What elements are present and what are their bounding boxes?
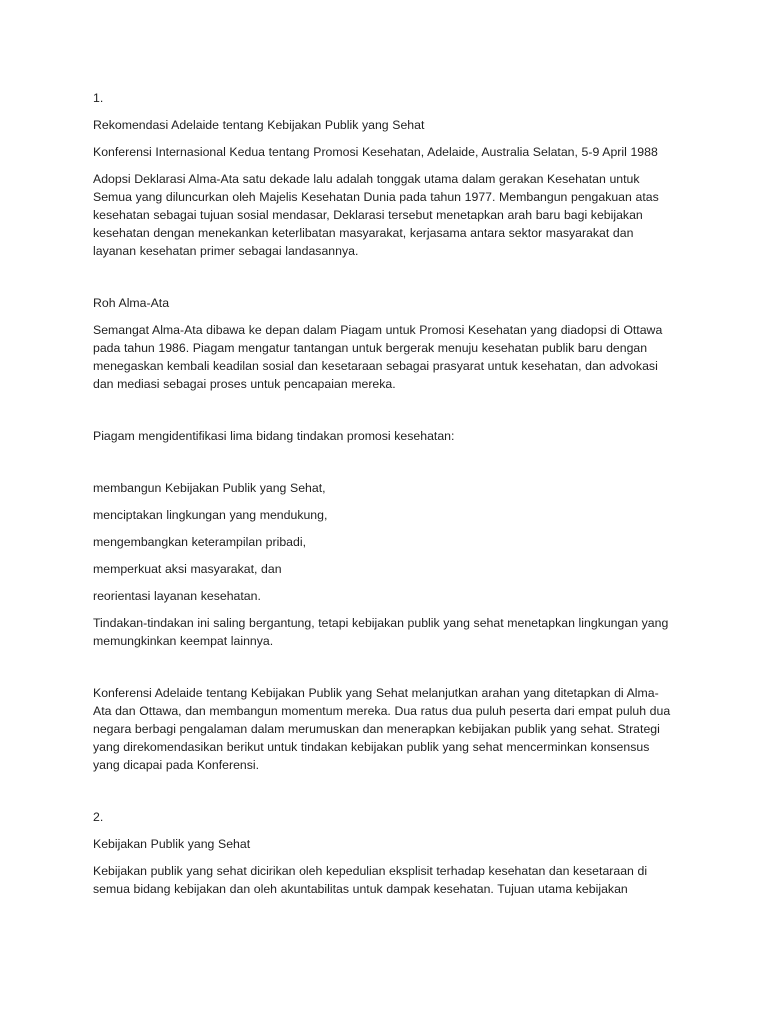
- document-page: [93, 89, 673, 898]
- section-title: Kebijakan Publik yang Sehat: [93, 837, 251, 851]
- list-item: mengembangkan keterampilan pribadi,: [93, 535, 306, 549]
- section-number: 1.: [93, 91, 104, 105]
- list-item: menciptakan lingkungan yang mendukung,: [93, 508, 328, 522]
- document-title: Rekomendasi Adelaide tentang Kebijakan Publik yang Sehat: [93, 118, 425, 132]
- spirit-paragraph: Semangat Alma-Ata dibawa ke depan dalam Piagam untuk Promosi Kesehatan yang diadopsi di Ottawa pada tahun 1986. Piagam mengatur tantangan untuk bergerak menuju kesehatan publik baru dengan menegaskan kembali keadilan sosial dan kesetaraan sebagai prasyarat untuk kesehatan, dan advokasi dan mediasi sebagai proses untuk pencapaian mereka.: [93, 323, 663, 391]
- action-list: [93, 479, 673, 605]
- intro-paragraph: Adopsi Deklarasi Alma-Ata satu dekade lalu adalah tonggak utama dalam gerakan Kesehatan untuk Semua yang diluncurkan oleh Majelis Kesehatan Dunia pada tahun 1977. Membangun pengakuan atas kesehatan sebagai tujuan sosial mendasar, Deklarasi tersebut menetapkan arah baru bagi kebijakan kesehatan dengan menekankan keterlibatan masyarakat, kerjasama antara sektor masyarakat dan layanan kesehatan primer sebagai landasannya.: [93, 172, 659, 258]
- conference-paragraph: Konferensi Adelaide tentang Kebijakan Publik yang Sehat melanjutkan arahan yang ditetapkan di Alma-Ata dan Ottawa, dan membangun momentum mereka. Dua ratus dua puluh peserta dari empat puluh dua negara berbagi pengalaman dalam merumuskan dan menerapkan kebijakan publik yang sehat. Strategi yang direkomendasikan berikut untuk tindakan kebijakan publik yang sehat mencerminkan konsensus yang dicapai pada Konferensi.: [93, 686, 671, 772]
- list-item: memperkuat aksi masyarakat, dan: [93, 562, 282, 576]
- heading-spirit: Roh Alma-Ata: [93, 296, 170, 310]
- charter-intro: Piagam mengidentifikasi lima bidang tindakan promosi kesehatan:: [93, 429, 455, 443]
- section-number: 2.: [93, 810, 104, 824]
- actions-summary: Tindakan-tindakan ini saling bergantung, tetapi kebijakan publik yang sehat menetapkan lingkungan yang memungkinkan keempat lainnya.: [93, 616, 669, 648]
- conference-line: Konferensi Internasional Kedua tentang Promosi Kesehatan, Adelaide, Australia Selatan, 5-9 April 1988: [93, 145, 658, 159]
- section-paragraph: Kebijakan publik yang sehat dicirikan oleh kepedulian eksplisit terhadap kesehatan dan kesetaraan di semua bidang kebijakan dan oleh akuntabilitas untuk dampak kesehatan. Tujuan utama kebijakan: [93, 864, 648, 896]
- list-item: reorientasi layanan kesehatan.: [93, 589, 261, 603]
- list-item: membangun Kebijakan Publik yang Sehat,: [93, 481, 326, 495]
